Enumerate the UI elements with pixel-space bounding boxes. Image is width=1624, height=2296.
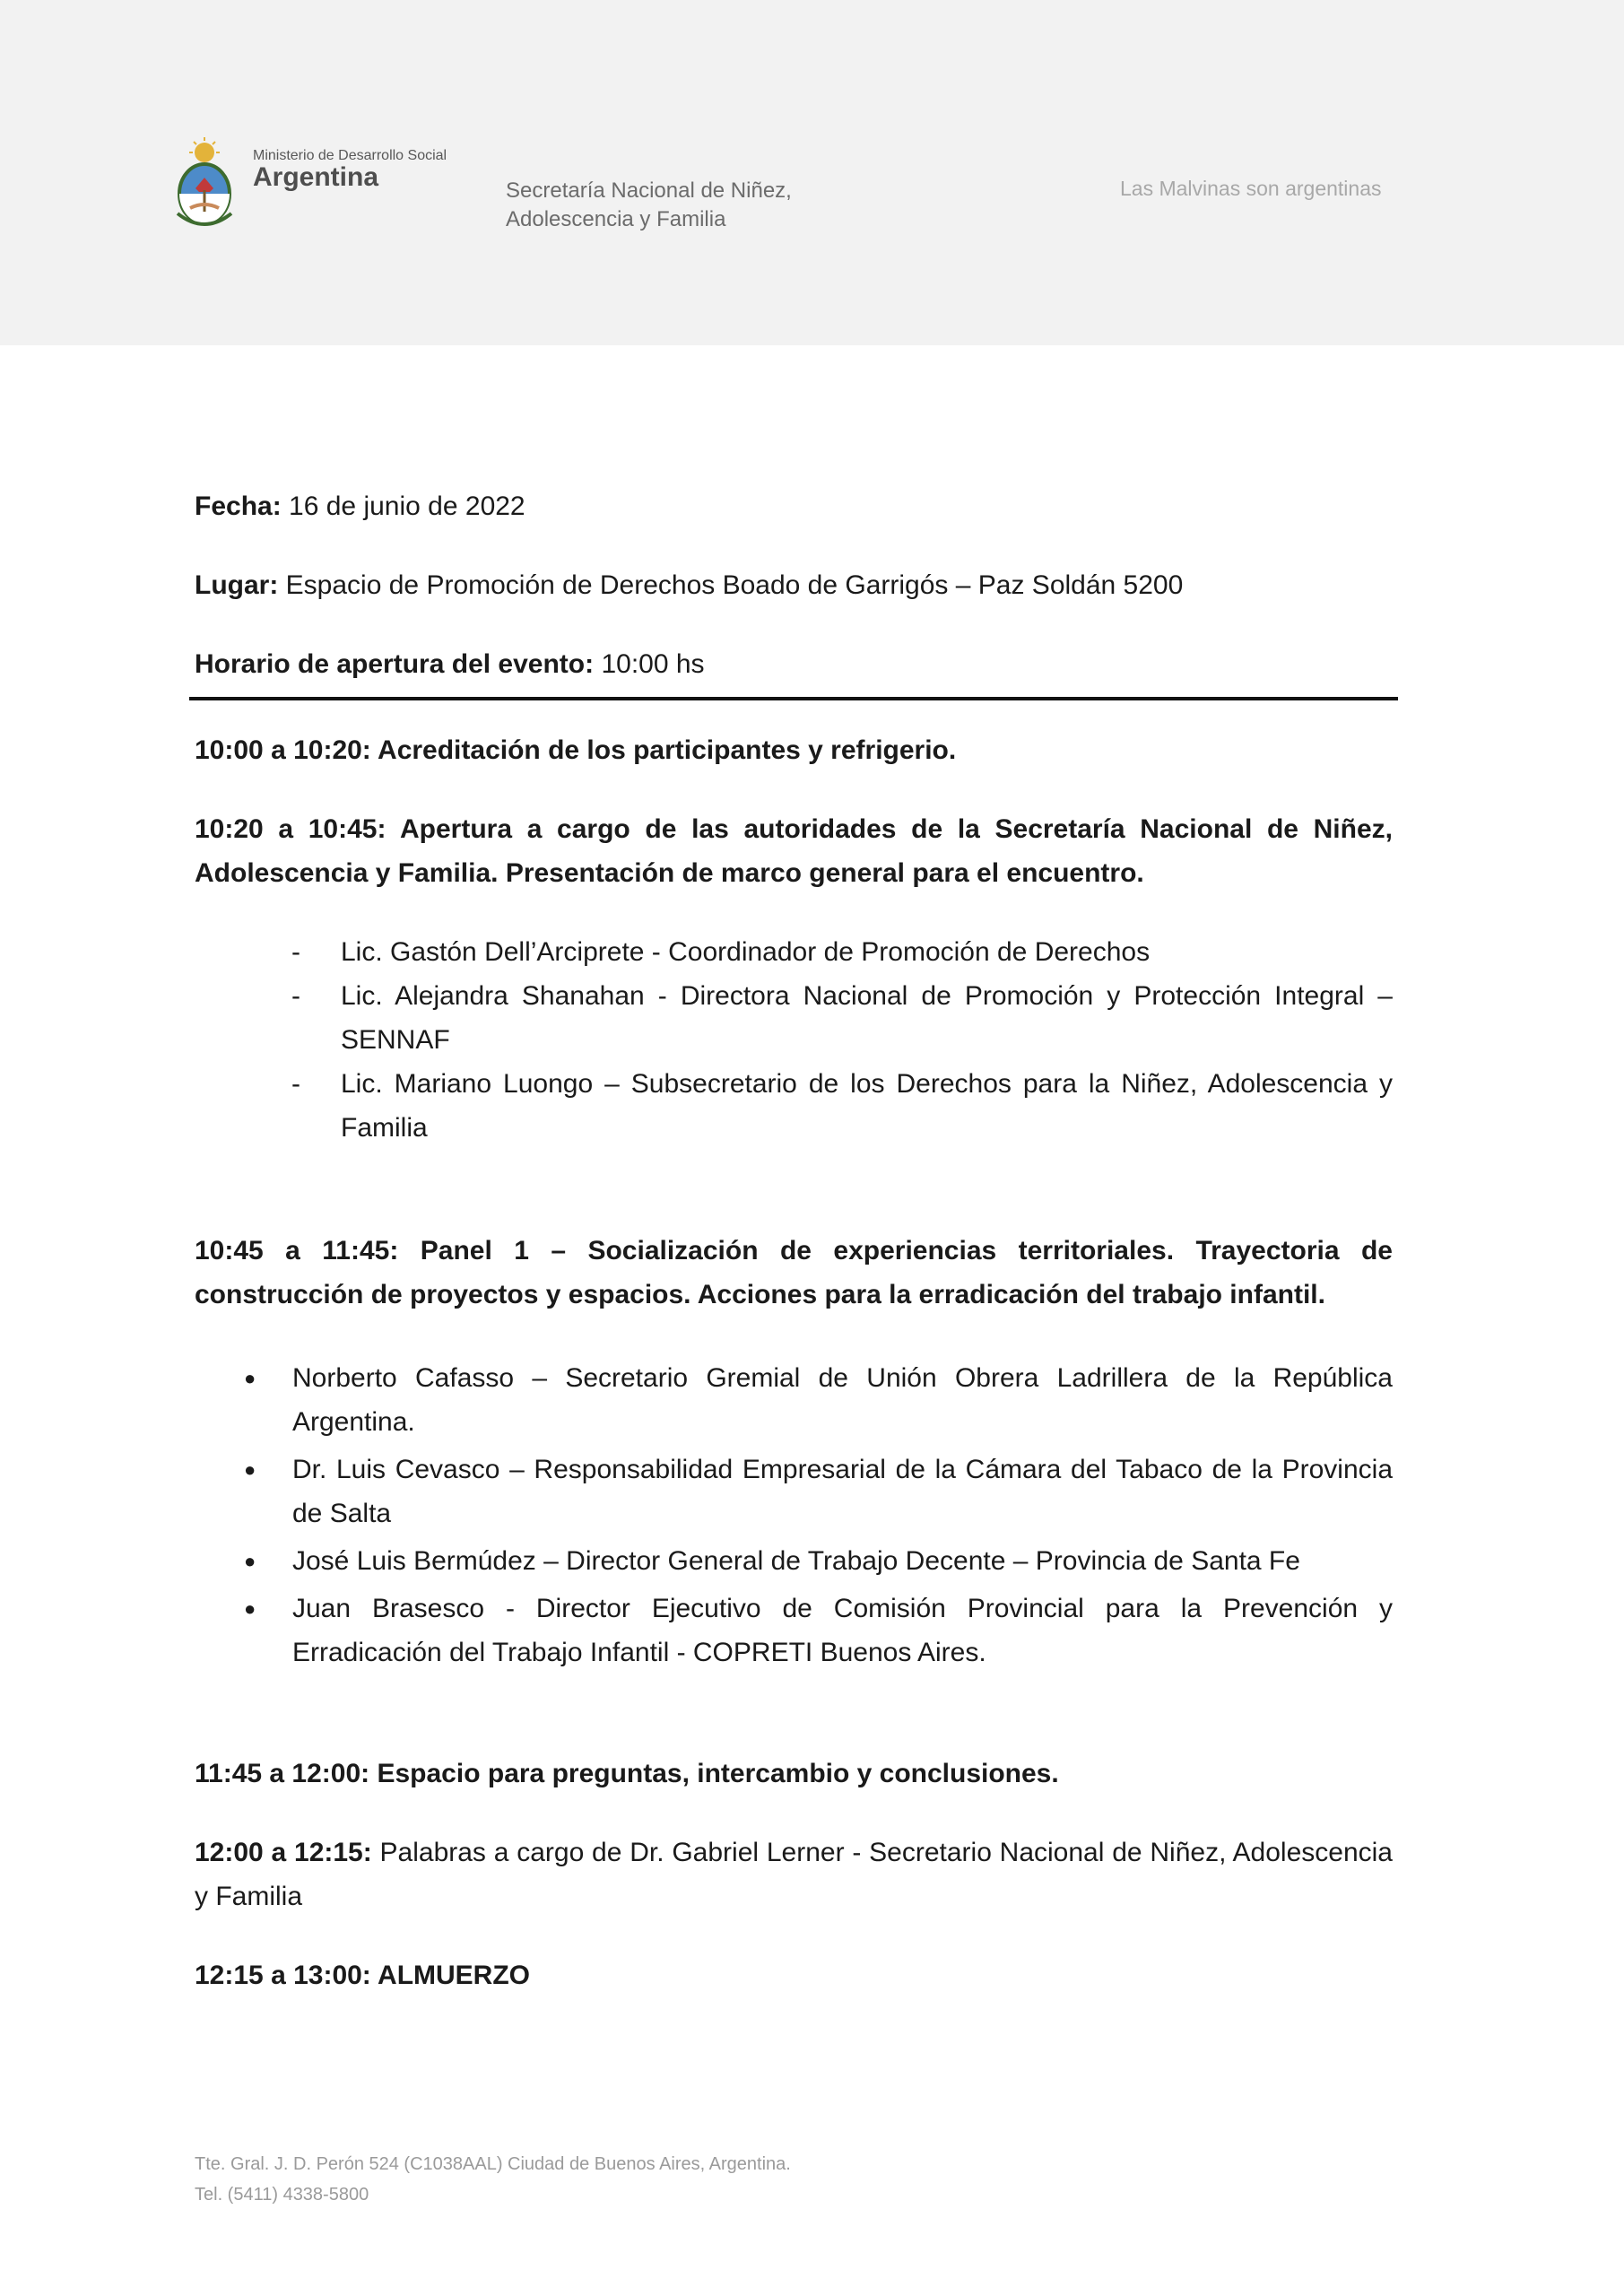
agenda-item-2-speakers: [195, 930, 1393, 1150]
list-item: [195, 930, 1393, 974]
letterhead-band: [0, 0, 1624, 345]
footer-address: [195, 2149, 791, 2210]
list-item: [195, 1539, 1393, 1583]
lugar-label: Lugar:: [195, 570, 279, 600]
bullet-icon: ●: [244, 1597, 256, 1620]
speaker-text: Norberto Cafasso – Secretario Gremial de Unión Obrera Ladrillera de la República Argentina.: [292, 1363, 1393, 1437]
footer-address-line: Tte. Gral. J. D. Perón 524 (C1038AAL) Ciudad de Buenos Aires, Argentina.: [195, 2154, 791, 2174]
lugar-line: [195, 563, 1393, 607]
list-item: [195, 1356, 1393, 1444]
secretaria-line-1: Secretaría Nacional de Niñez,: [506, 178, 792, 203]
agenda-item-4: 11:45 a 12:00: Espacio para preguntas, intercambio y conclusiones.: [195, 1759, 1059, 1788]
agenda-item-5: [195, 1831, 1393, 1918]
speaker-text: Lic. Mariano Luongo – Subsecretario de los Derechos para la Niñez, Adolescencia y Familia: [341, 1069, 1393, 1143]
motto: Las Malvinas son argentinas: [1120, 177, 1382, 200]
agenda-item-2: 10:20 a 10:45: Apertura a cargo de las autoridades de la Secretaría Nacional de Niñez, Adolescencia y Familia. Presentación de marco general para el encuentro.: [195, 814, 1393, 888]
agenda-item-5-text: Palabras a cargo de Dr. Gabriel Lerner - Secretario Nacional de Niñez, Adolescencia y Familia: [195, 1838, 1393, 1911]
footer-phone-line: Tel. (5411) 4338-5800: [195, 2185, 369, 2205]
speaker-text: Dr. Luis Cevasco – Responsabilidad Empresarial de la Cámara del Tabaco de la Provincia de Salta: [292, 1455, 1393, 1528]
ministry-line-2: Desarrollo Social: [338, 148, 447, 163]
fecha-value: 16 de junio de 2022: [289, 491, 525, 521]
fecha-line: [195, 484, 1393, 528]
argentina-coat-of-arms-icon: [172, 135, 237, 238]
document-body: [195, 484, 1393, 1997]
speaker-text: Lic. Gastón Dell’Arciprete - Coordinador de Promoción de Derechos: [341, 937, 1151, 967]
agenda-item-3: 10:45 a 11:45: Panel 1 – Socialización de experiencias territoriales. Trayectoria de construcción de proyectos y espacios. Acciones para la erradicación del trabajo infantil.: [195, 1236, 1393, 1309]
dash-marker: -: [291, 981, 300, 1011]
list-item: [195, 974, 1393, 1062]
agenda-item-1: 10:00 a 10:20: Acreditación de los participantes y refrigerio.: [195, 735, 957, 765]
bullet-icon: ●: [244, 1458, 256, 1481]
horario-value: 10:00 hs: [601, 649, 705, 679]
secretaria-name: [506, 177, 792, 233]
speaker-text: Juan Brasesco - Director Ejecutivo de Comisión Provincial para la Prevención y Erradicación del Trabajo Infantil - COPRETI Buenos Aires.: [292, 1594, 1393, 1667]
bullet-icon: ●: [244, 1550, 256, 1572]
agenda-item-6: 12:15 a 13:00: ALMUERZO: [195, 1961, 531, 1990]
ministry-line-1: Ministerio de: [253, 148, 334, 163]
dash-marker: -: [291, 937, 300, 967]
lugar-value: Espacio de Promoción de Derechos Boado de Garrigós – Paz Soldán 5200: [285, 570, 1184, 600]
ministry-line-3: Argentina: [253, 162, 379, 193]
agenda-item-3-speakers: [195, 1356, 1393, 1674]
list-item: [195, 1448, 1393, 1535]
agenda-item-5-time: 12:00 a 12:15:: [195, 1838, 372, 1867]
ministry-name: [253, 148, 447, 193]
list-item: [195, 1587, 1393, 1674]
secretaria-line-2: Adolescencia y Familia: [506, 206, 726, 231]
speaker-text: José Luis Bermúdez – Director General de Trabajo Decente – Provincia de Santa Fe: [292, 1546, 1300, 1576]
bullet-icon: ●: [244, 1367, 256, 1389]
dash-marker: -: [291, 1069, 300, 1099]
horario-label: Horario de apertura del evento:: [195, 649, 595, 679]
speaker-text: Lic. Alejandra Shanahan - Directora Nacional de Promoción y Protección Integral – SENNAF: [341, 981, 1393, 1055]
list-item: [195, 1062, 1393, 1150]
fecha-label: Fecha:: [195, 491, 282, 521]
horario-line: [195, 642, 1393, 686]
section-divider: [189, 697, 1398, 700]
